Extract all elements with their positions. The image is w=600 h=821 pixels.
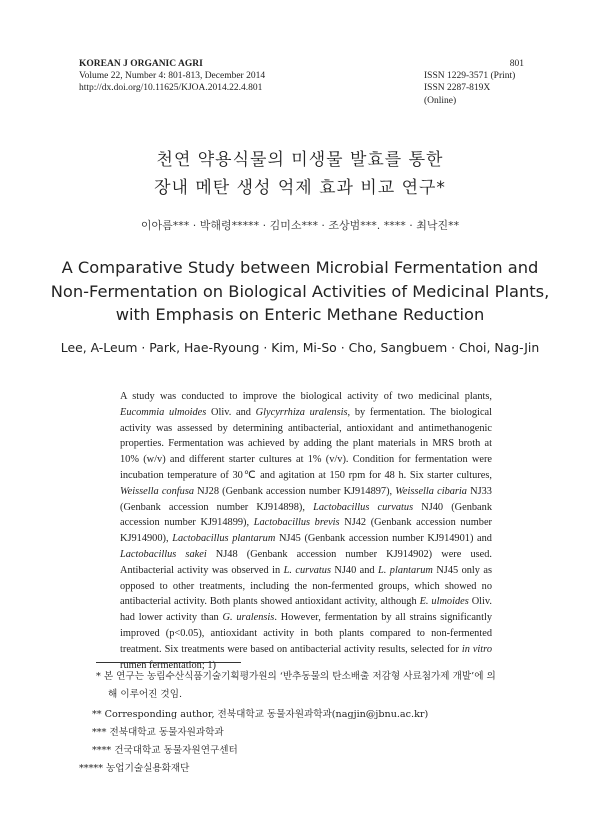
abstract-text: Oliv. had lower activity than	[120, 596, 492, 624]
species-name: L. curvatus	[283, 564, 331, 576]
english-title-line1: A Comparative Study between Microbial Fermentation and	[61, 258, 539, 277]
abstract-text: , by fermentation. The biological activity was assessed by determining antibacterial, antioxidant and antimethanogenic properties. Fermentation was achieved by adding the plant materials in MRS broth at 10% (w/v) and different starter cultures at 1% (v/v). Condition for fermentation were incubation temperature of 30℃ and agitation at 150 rpm for 48 h. Six starter cultures,	[120, 406, 492, 481]
doi-link[interactable]: http://dx.doi.org/10.11625/KJOA.2014.22.4.801	[79, 83, 263, 94]
korean-title-line2: 장내 메탄 생성 억제 효과 비교 연구*	[154, 178, 446, 198]
footnote-funding-line2: 해 이루어진 것임.	[108, 689, 183, 700]
abstract-text: NJ48 (Genbank accession number KJ914902) were used. Antibacterial activity was observed in	[120, 548, 492, 576]
abstract-text: NJ42 (Genbank accession number KJ914900),	[120, 517, 493, 545]
abstract-text: NJ45 only as opposed to other treatments, including the non-fermented groups, which showed no antibacterial activity. Both plants showed antioxidant activity, although	[120, 564, 493, 608]
species-name: Weissella cibaria	[395, 485, 467, 497]
species-name: Weissella confusa	[120, 485, 195, 497]
footnote-affiliation-2: **** 건국대학교 동물자원연구센터	[92, 745, 238, 756]
footnote-funding	[96, 668, 500, 704]
korean-authors: 이아름*** · 박해령***** · 김미소*** · 조상범***. **** · 최낙진**	[140, 219, 460, 232]
footnote-funding-line1: * 본 연구는 농림수산식품기술기획평가원의 ‘반추동물의 탄소배출 저감형 사료첨가제 개발’에 의	[96, 671, 496, 682]
english-title-line2: Non-Fermentation on Biological Activities of Medicinal Plants,	[50, 281, 550, 301]
english-authors: Lee, A-Leum · Park, Hae-Ryoung · Kim, Mi-So · Cho, Sangbuem · Choi, Nag-Jin	[60, 340, 540, 355]
journal-name: KOREAN J ORGANIC AGRI	[79, 59, 203, 69]
footnote-affiliation-1: *** 전북대학교 동물자원과학과	[92, 727, 224, 738]
species-name: G. uralensis	[222, 612, 275, 624]
english-title	[0, 256, 600, 327]
abstract-text: NJ40 and	[330, 564, 379, 576]
issn-online: ISSN 2287-819X (Online)	[424, 83, 491, 106]
species-name: Lactobacillus brevis	[253, 517, 340, 529]
species-name: Lactobacillus sakei	[120, 548, 207, 560]
species-name: Lactobacillus curvatus	[313, 501, 414, 513]
species-name: Glycyrrhiza uralensis	[255, 406, 348, 418]
species-name: in vitro	[461, 643, 492, 655]
abstract-text: rumen fermentation; 1)	[120, 659, 216, 671]
abstract-body	[120, 389, 492, 673]
abstract-text: NJ28 (Genbank accession number KJ914897),	[194, 485, 396, 497]
issn-print: ISSN 1229-3571 (Print)	[424, 71, 516, 82]
abstract-text: NJ45 (Genbank accession number KJ914901) and	[275, 533, 492, 545]
volume-info: Volume 22, Number 4: 801-813, December 2014	[79, 71, 266, 82]
abstract-text: NJ33 (Genbank accession number KJ914898),	[120, 485, 492, 513]
issn-block	[424, 58, 524, 107]
footnote-divider	[96, 662, 241, 663]
abstract-text: . However, fermentation by all strains significantly improved (p<0.05), antioxidant activity in both plants compared to non-fermented treatment. Six treatments were based on antibacterial activity results, selected for	[120, 612, 492, 655]
page-number: 801	[509, 59, 524, 69]
english-title-line3: with Emphasis on Enteric Methane Reduction	[115, 305, 485, 324]
abstract-text: Oliv. and	[206, 406, 256, 418]
footnote-corresponding-author: ** Corresponding author, 전북대학교 동물자원과학과(nagjin@jbnu.ac.kr)	[92, 709, 429, 720]
korean-title-line1: 천연 약용식물의 미생물 발효를 통한	[156, 150, 444, 170]
abstract-text: A study was conducted to improve the biological activity of two medicinal plants,	[120, 391, 492, 402]
species-name: Eucommia ulmoides	[120, 406, 207, 418]
species-name: L. plantarum	[378, 564, 433, 576]
journal-header	[79, 58, 265, 95]
species-name: E. ulmoides	[419, 596, 469, 608]
footnote-affiliation-3: ***** 농업기술실용화재단	[79, 763, 190, 774]
abstract-text: NJ40 (Genbank accession number KJ914899),	[120, 501, 492, 529]
species-name: Lactobacillus plantarum	[172, 533, 276, 545]
